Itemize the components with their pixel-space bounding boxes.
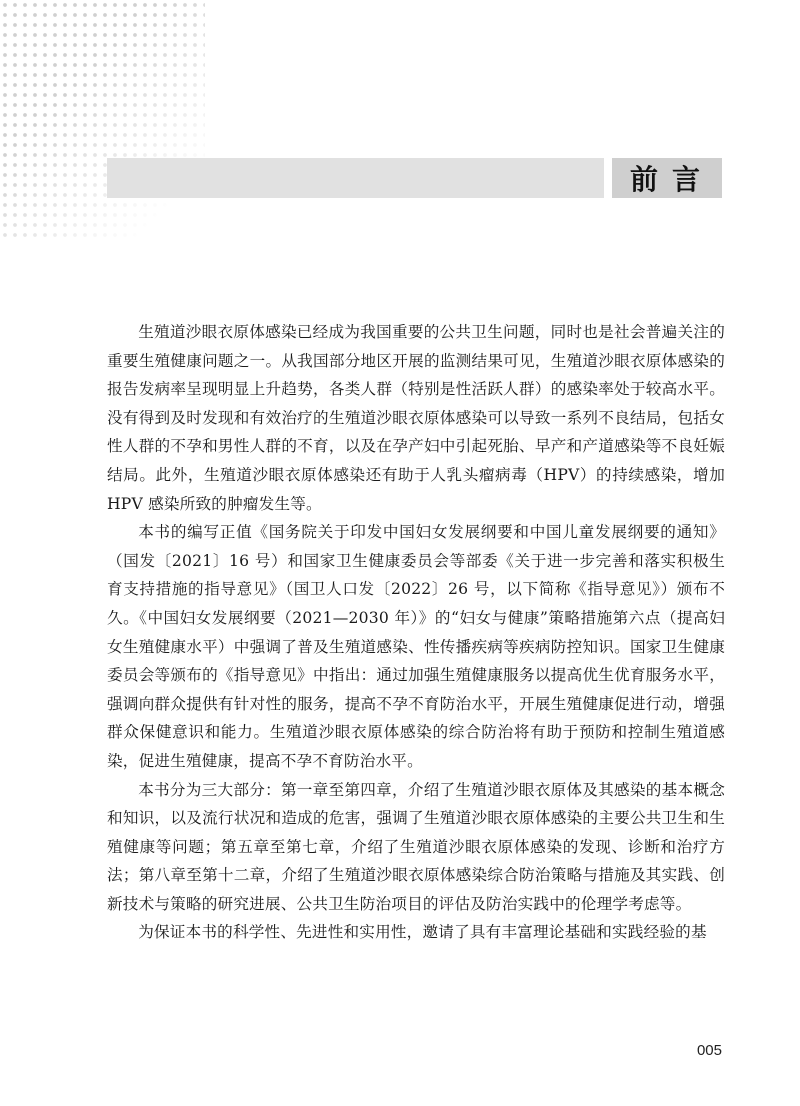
- paragraph-4: 为保证本书的科学性、先进性和实用性，邀请了具有丰富理论基础和实践经验的基: [138, 923, 707, 942]
- page-number: 005: [696, 1042, 722, 1059]
- paragraph-2: 本书的编写正值《国务院关于印发中国妇女发展纲要和中国儿童发展纲要的通知》（国发〔2021〕16 号）和国家卫生健康委员会等部委《关于进一步完善和落实积极生育支持措施的指导意见》（国卫人口发〔2022〕26 号，以下简称《指导意见》）颁布不久。《中国妇女发展纲要（2021—2030 年）》的“妇女与健康”策略措施第六点（提高妇女生殖健康水平）中强调了普及生殖道感染、性传播疾病等疾病防控知识。国家卫生健康委员会等颁布的《指导意见》中指出：通过加强生殖健康服务以提高优生优育服务水平，强调向群众提供有针对性的服务，提高不孕不育防治水平，开展生殖健康促进行动，增强群众保健意识和能力。生殖道沙眼衣原体感染的综合防治将有助于预防和控制生殖道感染，促进生殖健康，提高不孕不育防治水平。: [107, 523, 725, 770]
- decorative-dot-pattern: [0, 0, 205, 240]
- title-bar: [107, 158, 604, 198]
- paragraph-3: 本书分为三大部分：第一章至第四章，介绍了生殖道沙眼衣原体及其感染的基本概念和知识，以及流行状况和造成的危害，强调了生殖道沙眼衣原体感染的主要公共卫生和生殖健康等问题；第五章至第七章，介绍了生殖道沙眼衣原体感染的发现、诊断和治疗方法；第八章至第十二章，介绍了生殖道沙眼衣原体感染综合防治策略与措施及其实践、创新技术与策略的研究进展、公共卫生防治项目的评估及防治实践中的伦理学考虑等。: [107, 780, 725, 913]
- paragraph-1: 生殖道沙眼衣原体感染已经成为我国重要的公共卫生问题，同时也是社会普遍关注的重要生殖健康问题之一。从我国部分地区开展的监测结果可见，生殖道沙眼衣原体感染的报告发病率呈现明显上升趋势，各类人群（特别是性活跃人群）的感染率处于较高水平。没有得到及时发现和有效治疗的生殖道沙眼衣原体感染可以导致一系列不良结局，包括女性人群的不孕和男性人群的不育，以及在孕产妇中引起死胎、早产和产道感染等不良妊娠结局。此外，生殖道沙眼衣原体感染还有助于人乳头瘤病毒（HPV）的持续感染，增加HPV 感染所致的肿瘤发生等。: [107, 323, 725, 513]
- body-text: [107, 318, 725, 947]
- page-title: 前言: [612, 158, 722, 198]
